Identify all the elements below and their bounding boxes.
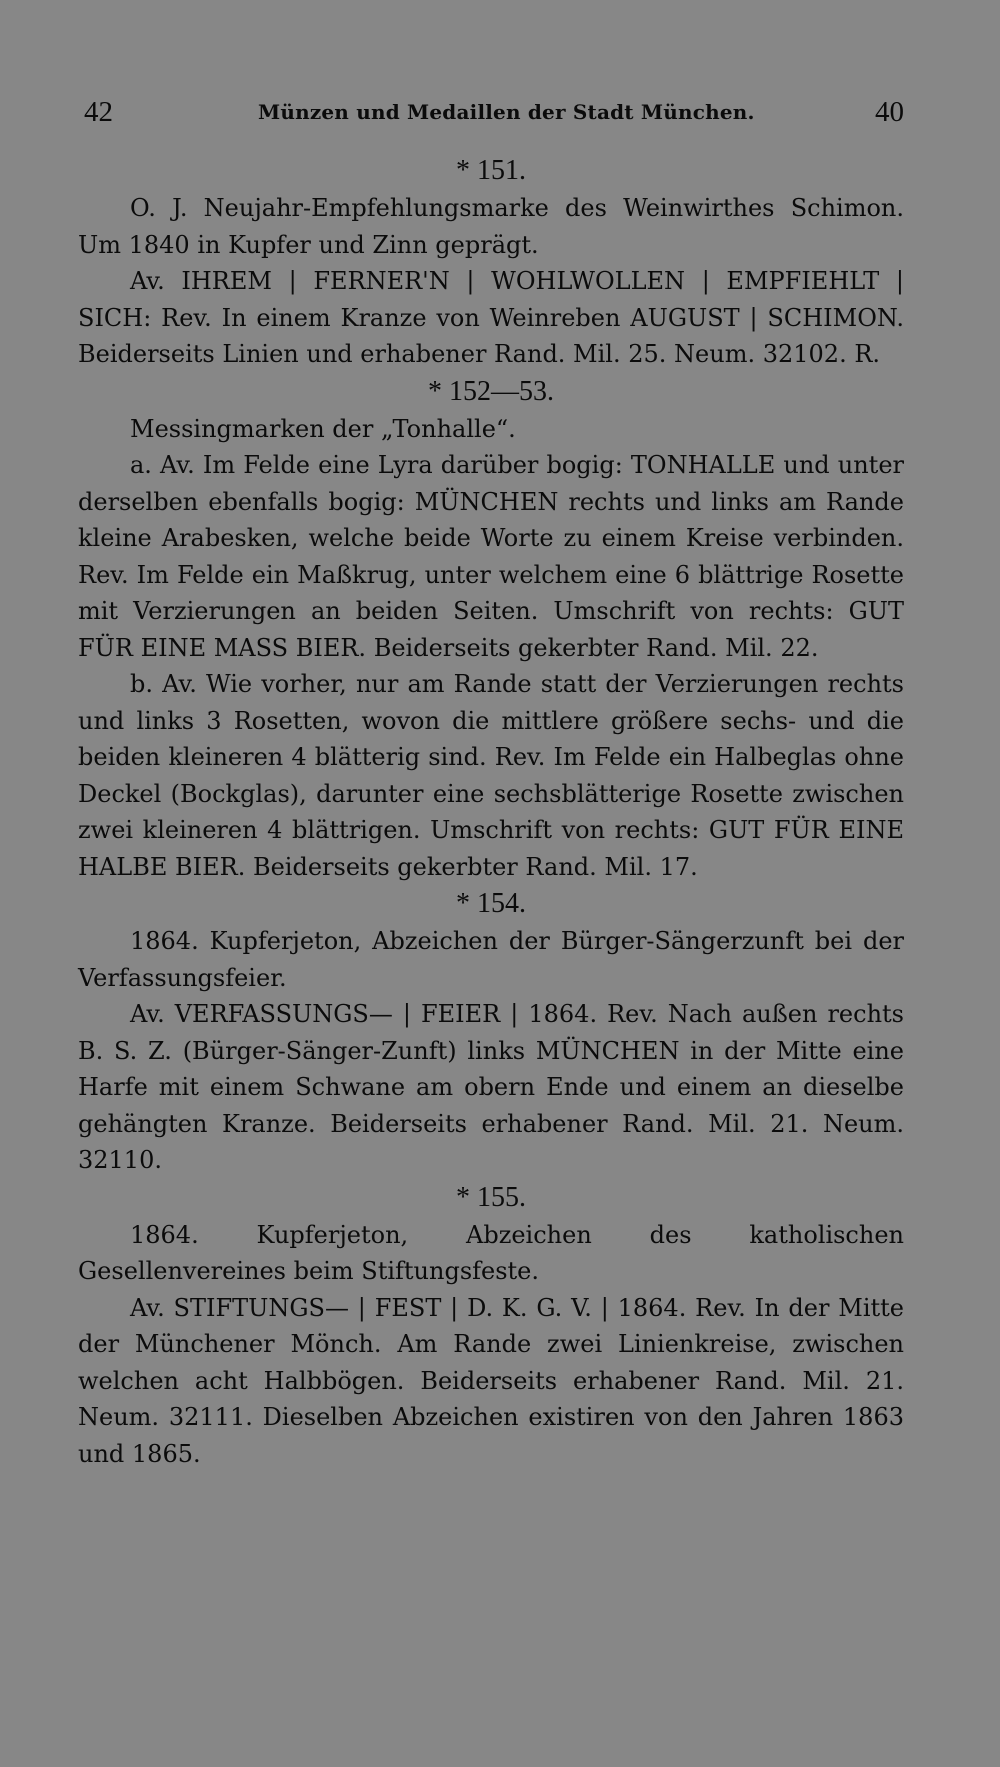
entry-description: 1864. Kupferjeton, Abzeichen des katholischen Gesellenvereines beim Stiftungsfeste. (78, 1220, 904, 1285)
entry-number: * 154. (456, 888, 526, 919)
entry-obverse-reverse: Av. IHREM | FERNER'N | WOHLWOLLEN | EMPFIEHLT | SICH: Rev. In einem Kranze von Weinreben AUGUST | SCHIMON. Beiderseits Linien und erhabener Rand. Mil. 25. Neum. 32102. R. (78, 267, 904, 368)
entry-number: * 151. (456, 155, 526, 186)
page-number: 42 (84, 96, 113, 128)
entry-152-53 (78, 373, 904, 886)
entry-description: 1864. Kupferjeton, Abzeichen der Bürger-Sängerzunft bei der Verfassungsfeier. (78, 927, 904, 992)
entry-variant-a: a. Av. Im Felde eine Lyra darüber bogig: TONHALLE und unter derselben ebenfalls bogig: MÜNCHEN rechts und links am Rande kleine Arabesken, welche beide Worte zu einem Kreise verbinden. Rev. Im Felde ein Maßkrug, unter welchem eine 6 blättrige Rosette mit Verzierungen an beiden Seiten. Umschrift von rechts: GUT FÜR EINE MASS BIER. Beiderseits gekerbter Rand. Mil. 22. (78, 451, 904, 662)
entry-154 (78, 885, 904, 1179)
book-page (78, 92, 904, 1472)
plate-number: 40 (875, 96, 904, 128)
entry-obverse-reverse: Av. VERFASSUNGS— | FEIER | 1864. Rev. Nach außen rechts B. S. Z. (Bürger-Sänger-Zunft) links MÜNCHEN in der Mitte eine Harfe mit einem Schwane am obern Ende und einem an dieselbe gehängten Kranze. Beiderseits erhabener Rand. Mil. 21. Neum. 32110. (78, 1000, 904, 1174)
entry-obverse-reverse: Av. STIFTUNGS— | FEST | D. K. G. V. | 1864. Rev. In der Mitte der Münchener Mönch. Am Rande zwei Linienkreise, zwischen welchen acht Halbbögen. Beiderseits erhabener Rand. Mil. 21. Neum. 32111. Dieselben Abzeichen existiren von den Jahren 1863 und 1865. (78, 1293, 904, 1468)
entry-number: * 152—53. (428, 375, 554, 407)
running-title: Münzen und Medaillen der Stadt München. (258, 100, 755, 124)
entry-variant-b: b. Av. Wie vorher, nur am Rande statt der Verzierungen rechts und links 3 Rosetten, wovon die mittlere größere sechs- und die beiden kleineren 4 blätterig sind. Rev. Im Felde ein Halbeglas ohne Deckel (Bockglas), darunter eine sechsblätterige Rosette zwischen zwei kleineren 4 blättrigen. Umschrift von rechts: GUT FÜR EINE HALBE BIER. Beiderseits gekerbter Rand. Mil. 17. (78, 670, 904, 881)
entry-number: * 155. (456, 1181, 526, 1213)
entry-description: O. J. Neujahr-Empfehlungsmarke des Weinwirthes Schimon. Um 1840 in Kupfer und Zinn geprägt. (78, 194, 904, 259)
entry-description: Messingmarken der „Tonhalle“. (130, 414, 516, 443)
entry-151 (78, 152, 904, 373)
running-head (78, 92, 904, 134)
entry-155 (78, 1179, 904, 1473)
